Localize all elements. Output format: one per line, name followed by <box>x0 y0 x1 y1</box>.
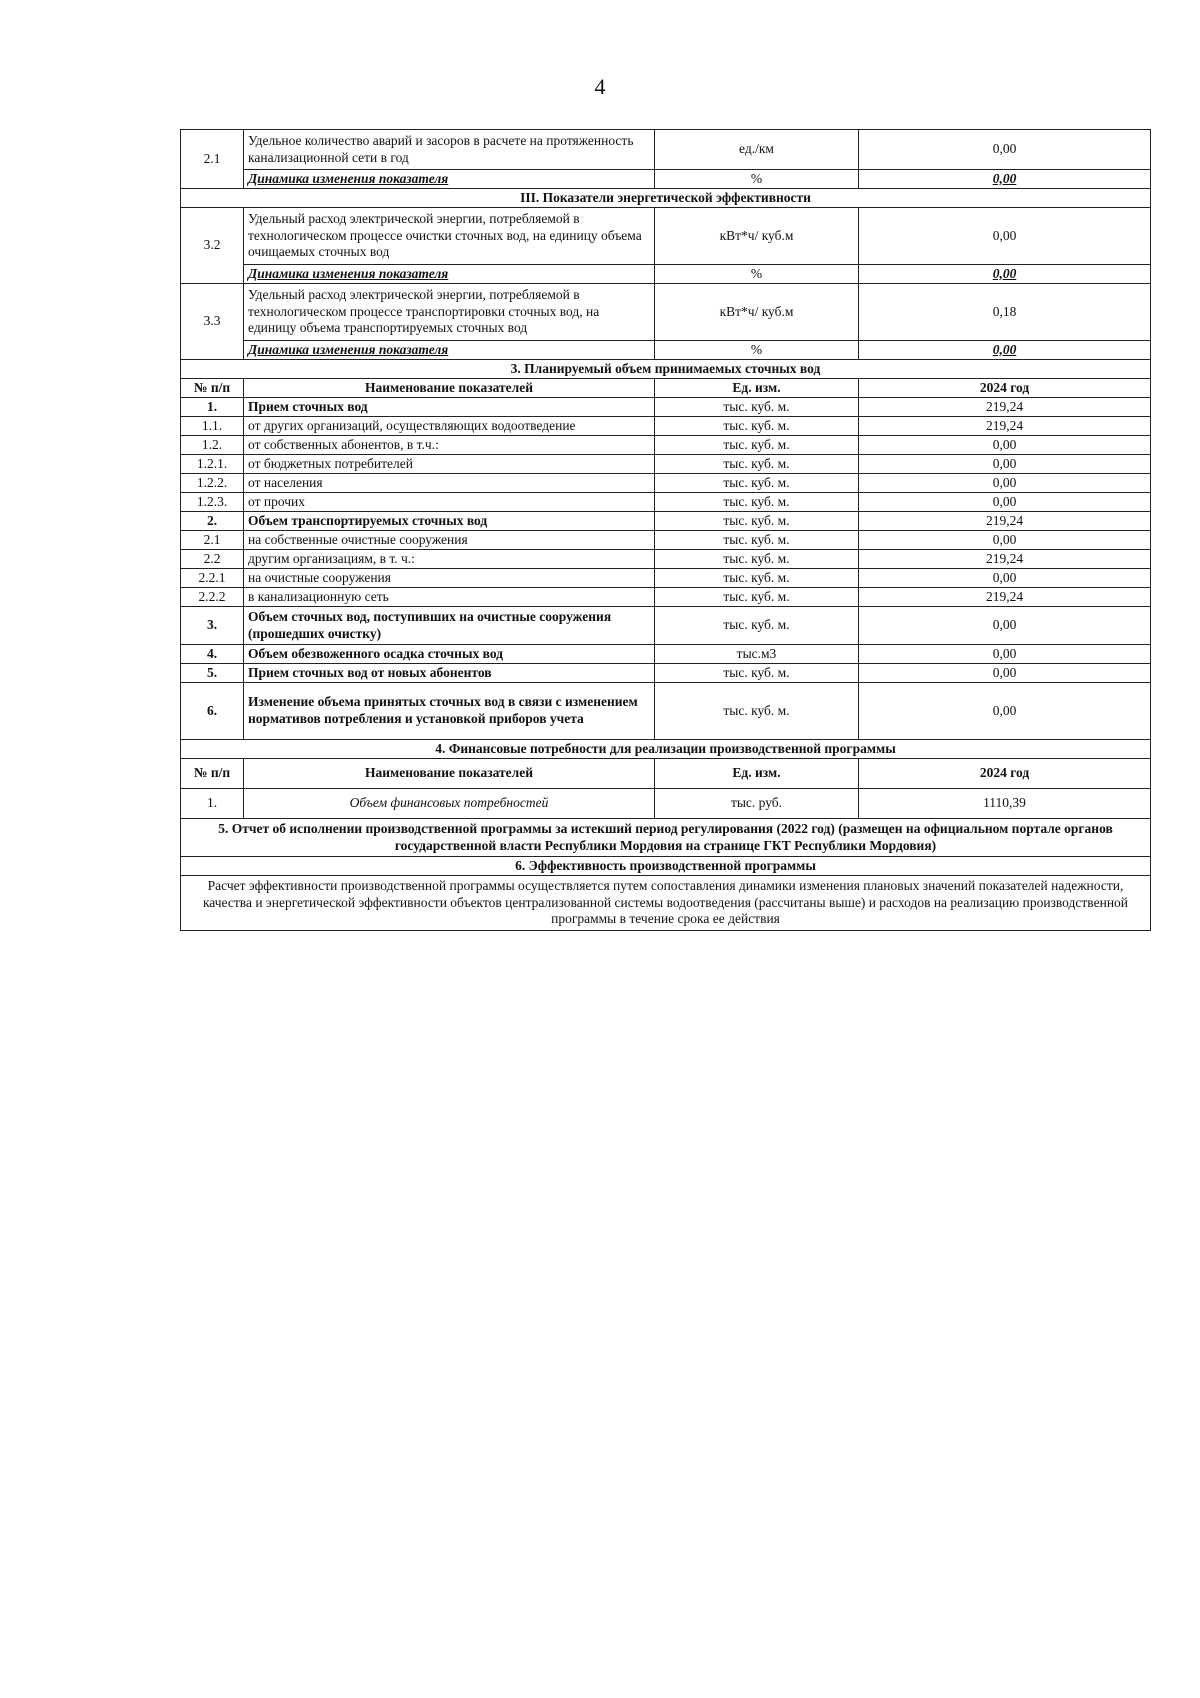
table-row <box>181 607 1151 645</box>
row-unit: кВт*ч/ куб.м <box>655 284 859 341</box>
row-name: на собственные очистные сооружения <box>244 531 655 550</box>
row-value: 0,00 <box>859 569 1151 588</box>
row-num: 2.2.2 <box>181 588 244 607</box>
row-unit: тыс. куб. м. <box>655 455 859 474</box>
report-text: 5. Отчет об исполнении производственной программы за истекший период регулирования (2022 год) (размещен на официальном портале органов государственной власти Республики Мордовия на странице ГКТ Республики Мордовия) <box>181 819 1151 857</box>
volume-column-headers <box>181 379 1151 398</box>
row-3-2-dynamics <box>181 265 1151 284</box>
efficiency-section-header <box>181 857 1151 876</box>
row-name: другим организациям, в т. ч.: <box>244 550 655 569</box>
row-num: 2. <box>181 512 244 531</box>
row-value: 0,00 <box>859 493 1151 512</box>
row-name: Объем транспортируемых сточных вод <box>244 512 655 531</box>
row-value: 0,00 <box>859 474 1151 493</box>
row-num: 6. <box>181 683 244 740</box>
row-num: 2.1 <box>181 531 244 550</box>
row-unit: кВт*ч/ куб.м <box>655 208 859 265</box>
row-value: 0,00 <box>859 208 1151 265</box>
table-row <box>181 531 1151 550</box>
table-row <box>181 569 1151 588</box>
row-value: 0,00 <box>859 683 1151 740</box>
row-unit: тыс.м3 <box>655 645 859 664</box>
header-unit: Ед. изм. <box>655 379 859 398</box>
section-title: 4. Финансовые потребности для реализации производственной программы <box>181 740 1151 759</box>
row-unit: тыс. куб. м. <box>655 550 859 569</box>
table-row <box>181 512 1151 531</box>
row-num: 3. <box>181 607 244 645</box>
volume-section-header <box>181 360 1151 379</box>
row-name: от населения <box>244 474 655 493</box>
row-unit: тыс. куб. м. <box>655 569 859 588</box>
row-unit: % <box>655 341 859 360</box>
header-unit: Ед. изм. <box>655 759 859 789</box>
row-unit: % <box>655 170 859 189</box>
row-value: 0,00 <box>859 170 1151 189</box>
row-value: 219,24 <box>859 398 1151 417</box>
row-num: 1.2. <box>181 436 244 455</box>
row-2-1-dynamics <box>181 170 1151 189</box>
row-num: 2.2 <box>181 550 244 569</box>
row-unit: тыс. куб. м. <box>655 607 859 645</box>
row-name: Прием сточных вод <box>244 398 655 417</box>
row-value: 0,00 <box>859 265 1151 284</box>
row-value: 219,24 <box>859 512 1151 531</box>
row-name: Изменение объема принятых сточных вод в связи с изменением нормативов потребления и установкой приборов учета <box>244 683 655 740</box>
row-name: на очистные сооружения <box>244 569 655 588</box>
row-2-1 <box>181 130 1151 170</box>
dynamics-label: Динамика изменения показателя <box>244 170 655 189</box>
table-row <box>181 417 1151 436</box>
row-3-2 <box>181 208 1151 265</box>
row-unit: тыс. куб. м. <box>655 512 859 531</box>
row-unit: тыс. куб. м. <box>655 398 859 417</box>
row-value: 219,24 <box>859 550 1151 569</box>
table-row <box>181 398 1151 417</box>
row-num: 4. <box>181 645 244 664</box>
table-row <box>181 436 1151 455</box>
row-3-3 <box>181 284 1151 341</box>
header-year: 2024 год <box>859 379 1151 398</box>
row-num: 1.2.2. <box>181 474 244 493</box>
row-unit: тыс. куб. м. <box>655 474 859 493</box>
row-name: в канализационную сеть <box>244 588 655 607</box>
row-num: 1.2.1. <box>181 455 244 474</box>
row-unit: тыс. куб. м. <box>655 683 859 740</box>
row-unit: % <box>655 265 859 284</box>
header-num: № п/п <box>181 379 244 398</box>
header-name: Наименование показателей <box>244 759 655 789</box>
table-row <box>181 493 1151 512</box>
row-unit: тыс. куб. м. <box>655 417 859 436</box>
row-name: Удельный расход электрической энергии, потребляемой в технологическом процессе очистки сточных вод, на единицу объема очищаемых сточных вод <box>244 208 655 265</box>
finance-section-header <box>181 740 1151 759</box>
header-year: 2024 год <box>859 759 1151 789</box>
table-row <box>181 474 1151 493</box>
row-value: 0,00 <box>859 645 1151 664</box>
row-unit: тыс. куб. м. <box>655 588 859 607</box>
row-name: Объем финансовых потребностей <box>244 789 655 819</box>
efficiency-text: Расчет эффективности производственной программы осуществляется путем сопоставления динамики изменения плановых значений показателей надежности, качества и энергетической эффективности объектов централизованной системы водоотведения (рассчитаны выше) и расходов на реализацию производственной программы в течение срока ее действия <box>181 876 1151 931</box>
section-title: III. Показатели энергетической эффективности <box>181 189 1151 208</box>
row-num: 3.2 <box>181 208 244 284</box>
row-value: 0,00 <box>859 531 1151 550</box>
row-name: от бюджетных потребителей <box>244 455 655 474</box>
row-unit: тыс. куб. м. <box>655 493 859 512</box>
row-name: Удельный расход электрической энергии, потребляемой в технологическом процессе транспортировки сточных вод, на единицу объема транспортируемых сточных вод <box>244 284 655 341</box>
row-value: 219,24 <box>859 588 1151 607</box>
row-value: 0,00 <box>859 455 1151 474</box>
row-num: 5. <box>181 664 244 683</box>
row-unit: тыс. руб. <box>655 789 859 819</box>
finance-row <box>181 789 1151 819</box>
row-value: 0,00 <box>859 607 1151 645</box>
row-unit: тыс. куб. м. <box>655 664 859 683</box>
row-num: 2.2.1 <box>181 569 244 588</box>
header-name: Наименование показателей <box>244 379 655 398</box>
row-name: Объем обезвоженного осадка сточных вод <box>244 645 655 664</box>
table-row <box>181 645 1151 664</box>
row-num: 1. <box>181 398 244 417</box>
section-title: 6. Эффективность производственной программы <box>181 857 1151 876</box>
row-name: Объем сточных вод, поступивших на очистные сооружения (прошедших очистку) <box>244 607 655 645</box>
row-num: 3.3 <box>181 284 244 360</box>
row-value: 219,24 <box>859 417 1151 436</box>
row-3-3-dynamics <box>181 341 1151 360</box>
row-value: 0,00 <box>859 436 1151 455</box>
row-name: Удельное количество аварий и засоров в расчете на протяженность канализационной сети в год <box>244 130 655 170</box>
row-value: 0,00 <box>859 130 1151 170</box>
row-num: 1.2.3. <box>181 493 244 512</box>
table-row <box>181 664 1151 683</box>
table-row <box>181 683 1151 740</box>
row-name: от других организаций, осуществляющих водоотведение <box>244 417 655 436</box>
section-title: 3. Планируемый объем принимаемых сточных вод <box>181 360 1151 379</box>
row-value: 0,00 <box>859 664 1151 683</box>
row-unit: тыс. куб. м. <box>655 531 859 550</box>
row-num: 1.1. <box>181 417 244 436</box>
row-name: Прием сточных вод от новых абонентов <box>244 664 655 683</box>
report-section <box>181 819 1151 857</box>
dynamics-label: Динамика изменения показателя <box>244 341 655 360</box>
table-row <box>181 550 1151 569</box>
row-num: 1. <box>181 789 244 819</box>
row-value: 1110,39 <box>859 789 1151 819</box>
dynamics-label: Динамика изменения показателя <box>244 265 655 284</box>
header-num: № п/п <box>181 759 244 789</box>
row-num: 2.1 <box>181 130 244 189</box>
row-unit: тыс. куб. м. <box>655 436 859 455</box>
row-value: 0,18 <box>859 284 1151 341</box>
row-name: от прочих <box>244 493 655 512</box>
table-row <box>181 455 1151 474</box>
program-table <box>180 129 1151 931</box>
efficiency-text-row <box>181 876 1151 931</box>
page-number: 4 <box>594 74 606 99</box>
row-name: от собственных абонентов, в т.ч.: <box>244 436 655 455</box>
row-value: 0,00 <box>859 341 1151 360</box>
finance-column-headers <box>181 759 1151 789</box>
section-3-header <box>181 189 1151 208</box>
row-unit: ед./км <box>655 130 859 170</box>
table-row <box>181 588 1151 607</box>
